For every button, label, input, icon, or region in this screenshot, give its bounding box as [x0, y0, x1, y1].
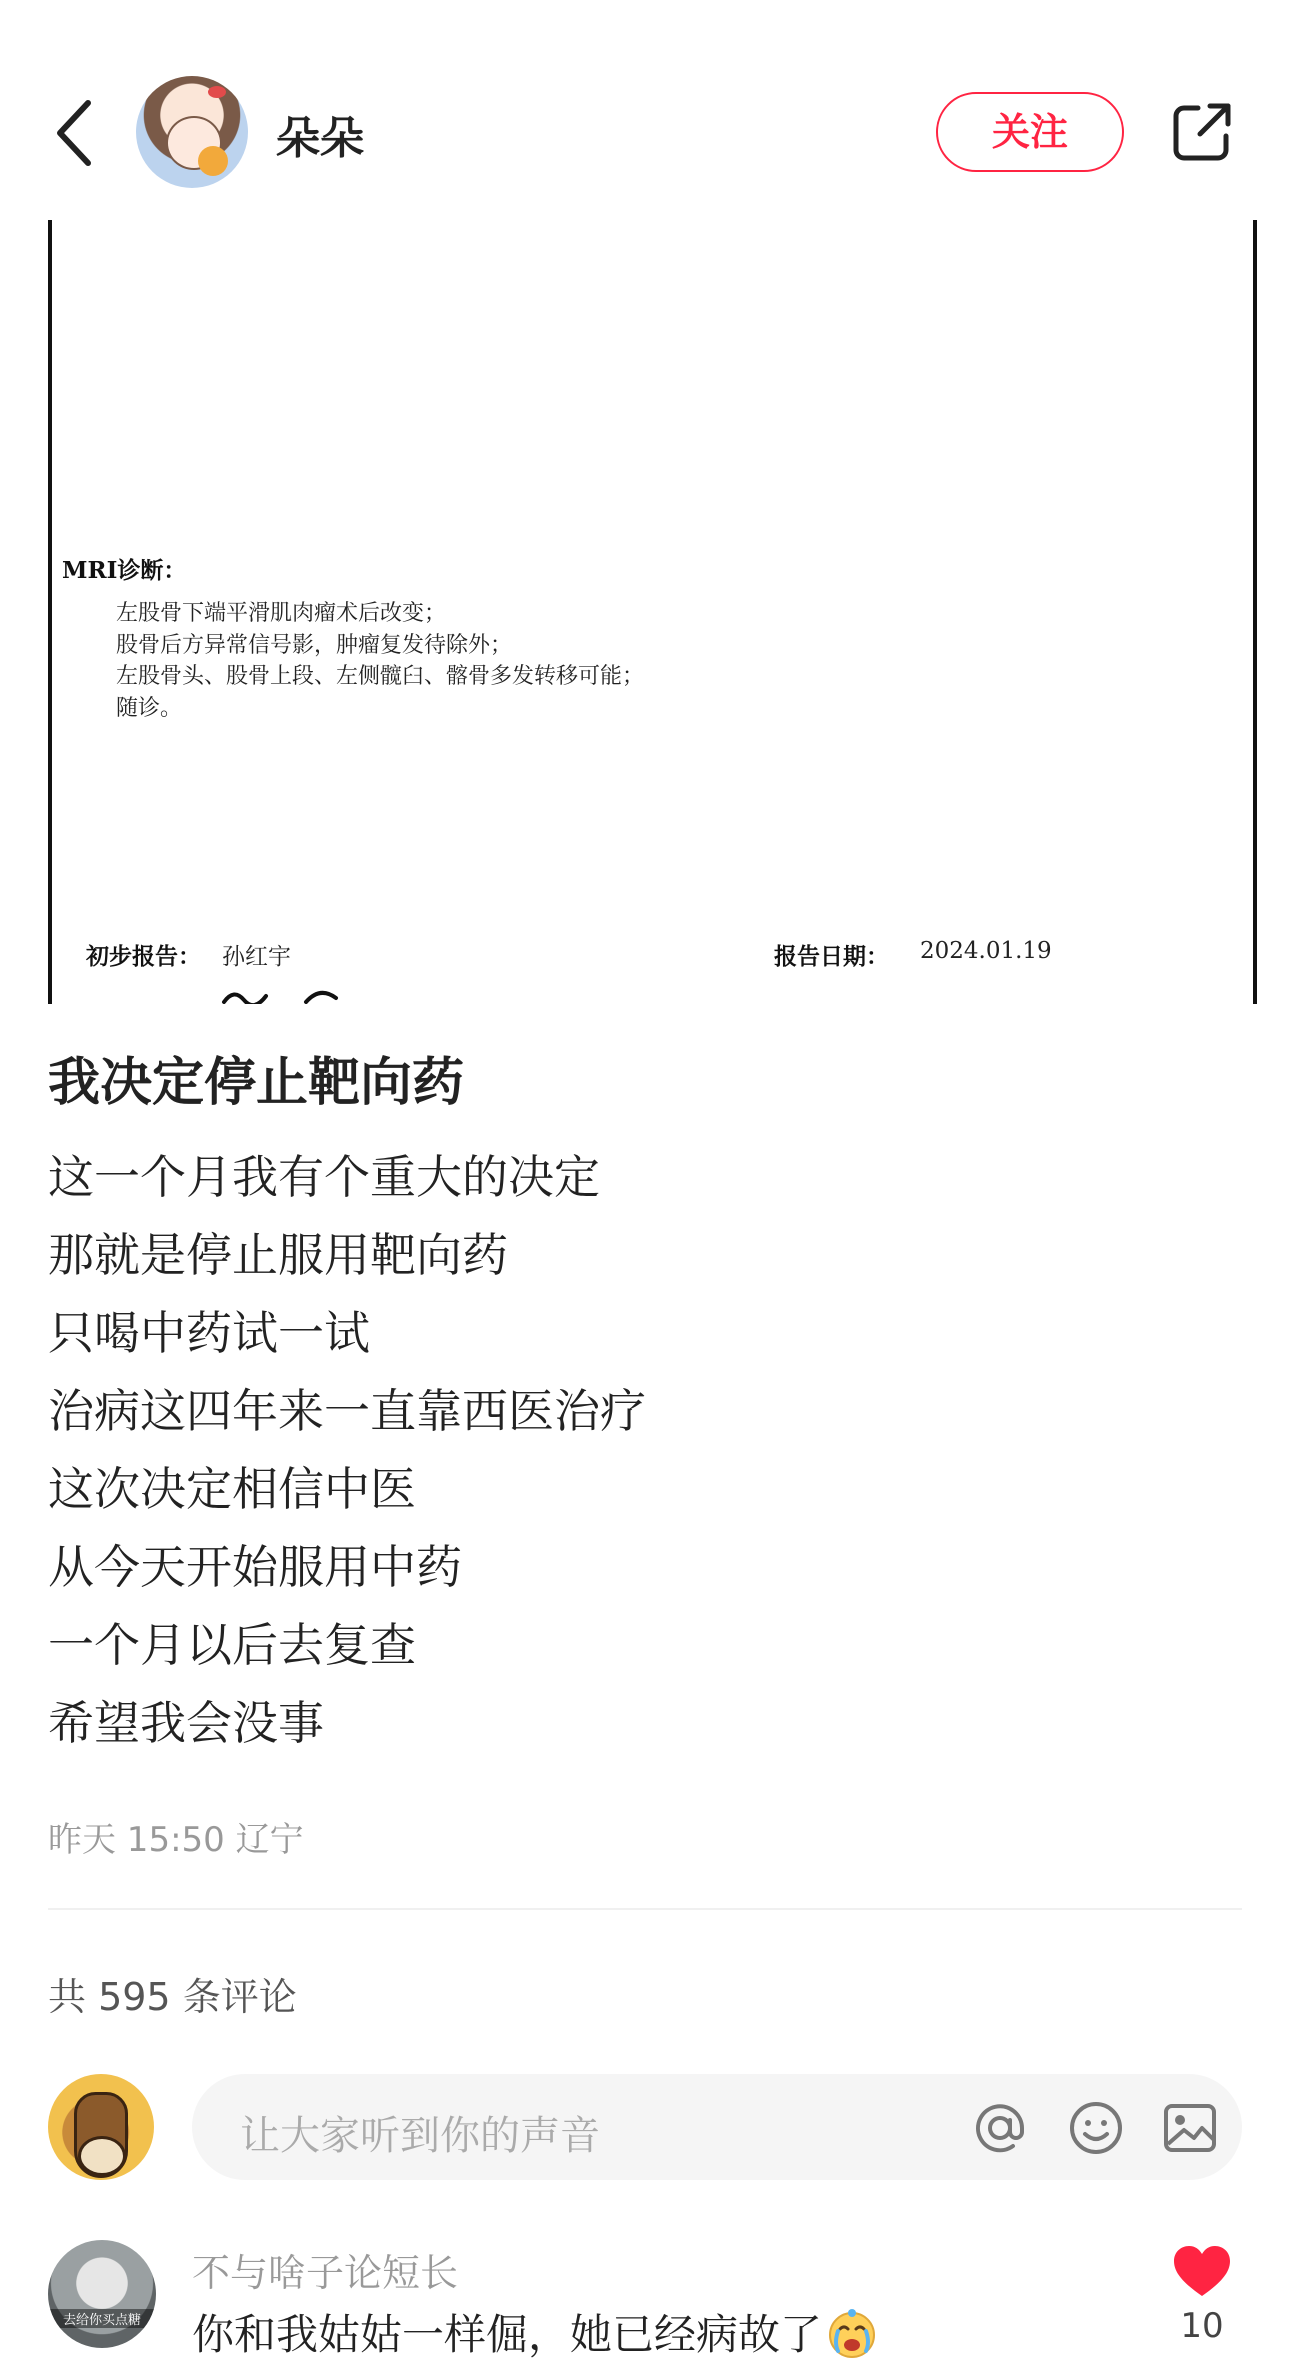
- avatar-horse-muzzle: [78, 2136, 126, 2176]
- preliminary-report-label: 初步报告：: [86, 943, 201, 970]
- comment-input-placeholder: 让大家听到你的声音: [240, 2113, 600, 2159]
- heart-icon[interactable]: [1172, 2244, 1232, 2300]
- post-line: 治病这四年来一直靠西医治疗: [48, 1384, 646, 1438]
- my-avatar[interactable]: [48, 2074, 154, 2180]
- post-line: 这一个月我有个重大的决定: [48, 1150, 600, 1204]
- emoji-icon[interactable]: [1068, 2100, 1124, 2156]
- post-line: 这次决定相信中医: [48, 1462, 416, 1516]
- comment-input[interactable]: [192, 2074, 1242, 2180]
- preliminary-report-value: 孙红宇: [222, 944, 291, 970]
- report-date-label: 报告日期：: [774, 943, 889, 970]
- follow-button[interactable]: 关注: [936, 92, 1124, 172]
- comment-text-content: 你和我姑姑一样倔，她已经病故了: [192, 2310, 823, 2359]
- post-image-mri-report[interactable]: [0, 220, 1290, 1004]
- author-username[interactable]: 朵朵: [276, 113, 364, 164]
- document-line: 左股骨下端平滑肌肉瘤术后改变；: [116, 601, 447, 626]
- post-line: 希望我会没事: [48, 1696, 324, 1750]
- document-heading: MRI诊断：: [62, 557, 187, 584]
- share-icon[interactable]: [1170, 100, 1234, 164]
- report-date-value: 2024.01.19: [920, 938, 1052, 964]
- comment-text: [192, 2302, 878, 2362]
- post-body: [48, 1138, 646, 1762]
- chevron-left-icon[interactable]: [50, 95, 100, 171]
- post-title: 我决定停止靶向药: [48, 1053, 465, 1113]
- post-line: 一个月以后去复查: [48, 1618, 416, 1672]
- crying-face-emoji: [826, 2307, 878, 2359]
- document-line: 股骨后方异常信号影，肿瘤复发待除外；: [116, 632, 513, 658]
- author-avatar[interactable]: [136, 76, 248, 188]
- document-line: 随诊。: [116, 695, 183, 721]
- image-icon[interactable]: [1162, 2100, 1218, 2156]
- avatar-caption: 去给你买点糖: [48, 2309, 156, 2328]
- document-border-right: [1253, 220, 1257, 1004]
- handwritten-signature: [220, 986, 360, 1004]
- post-line: 那就是停止服用靶向药: [48, 1228, 508, 1282]
- comment-username[interactable]: 不与啥子论短长: [192, 2251, 459, 2295]
- avatar-bow: [208, 86, 226, 98]
- post-line: 从今天开始服用中药: [48, 1540, 462, 1594]
- top-bar: [0, 0, 1290, 215]
- comment-avatar[interactable]: [48, 2240, 156, 2348]
- divider: [48, 1908, 1242, 1910]
- document-diagnosis-lines: [116, 598, 644, 724]
- avatar-flower: [198, 146, 228, 176]
- post-timestamp-location: 昨天 15:50 辽宁: [48, 1820, 304, 1860]
- post-line: 只喝中药试一试: [48, 1306, 370, 1360]
- at-icon[interactable]: [972, 2100, 1028, 2156]
- like-count: 10: [1180, 2306, 1224, 2346]
- comment-count: 共 595 条评论: [48, 1975, 297, 2019]
- document-border-left: [48, 220, 52, 1004]
- document-line: 左股骨头、股骨上段、左侧髋臼、髂骨多发转移可能；: [116, 664, 645, 689]
